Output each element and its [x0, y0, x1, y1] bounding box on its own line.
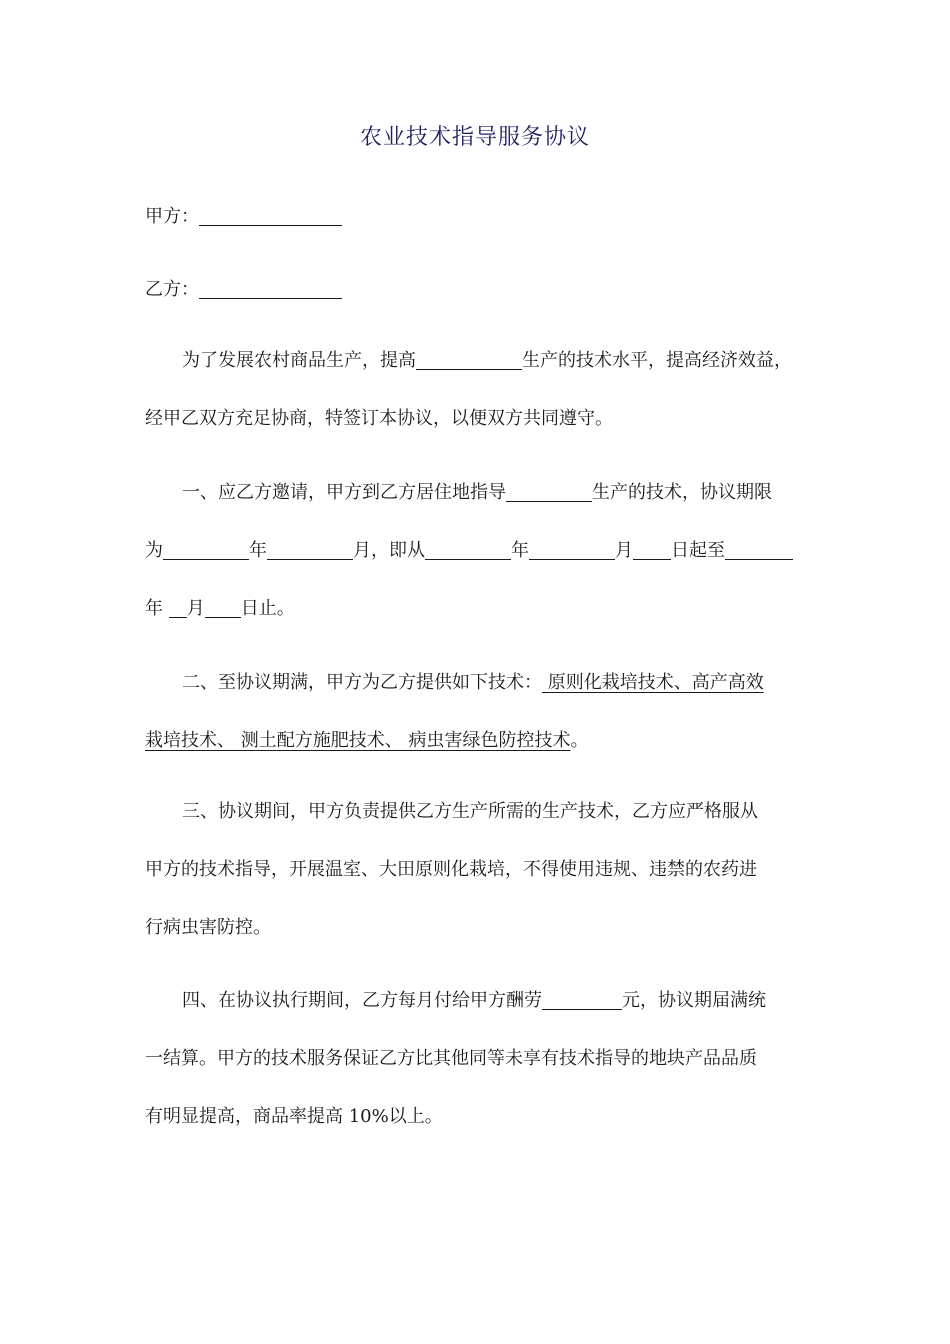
party-b-blank[interactable]	[199, 278, 342, 299]
party-b-label: 乙方：	[145, 279, 199, 300]
end-year-blank[interactable]	[725, 539, 793, 560]
clause-2-tech-list-1: 原则化栽培技术、高产高效	[542, 672, 764, 693]
party-a-blank[interactable]	[199, 205, 342, 226]
clause-1-text-wei: 为	[145, 540, 163, 561]
party-a-label: 甲方：	[145, 206, 199, 227]
intro-line-2: 经甲乙双方充足协商，特签订本协议，以便双方共同遵守。	[145, 408, 613, 429]
clause-1-text-yue: 月，即从	[353, 540, 425, 561]
clause-3-line-1: 三、协议期间，甲方负责提供乙方生产所需的生产技术，乙方应严格服从	[182, 801, 758, 822]
clause-4-text-1b: 元，协议期届满统	[622, 990, 766, 1011]
clause-3-line-3: 行病虫害防控。	[145, 917, 271, 938]
clause-2-line-2	[145, 728, 588, 754]
intro-text-1b: 生产的技术水平，提高经济效益，	[522, 350, 792, 371]
term-months-blank[interactable]	[267, 539, 353, 560]
clause-4-text-1a: 四、在协议执行期间，乙方每月付给甲方酬劳	[182, 990, 542, 1011]
clause-1-text-riqizhi: 日起至	[671, 540, 725, 561]
clause-1-text-yue3: 月	[186, 598, 205, 619]
clause-1-text-rizhi: 日止。	[240, 598, 295, 619]
party-a-line	[145, 204, 342, 230]
clause-1-line-1	[182, 480, 772, 506]
clause-1-text-1a: 一、应乙方邀请，甲方到乙方居住地指导	[182, 482, 506, 503]
clause-1-text-yue2: 月	[615, 540, 633, 561]
clause-1-line-3	[145, 596, 295, 622]
clause-4-line-3: 有明显提高，商品率提高 10%以上。	[145, 1106, 443, 1127]
clause-1-line-2	[145, 538, 793, 564]
clause-3-line-2: 甲方的技术指导，开展温室、大田原则化栽培，不得使用违规、违禁的农药进	[145, 859, 757, 880]
start-month-blank[interactable]	[529, 539, 615, 560]
intro-crop-blank[interactable]	[416, 349, 522, 370]
clause-1-text-1b: 生产的技术，协议期限	[592, 482, 772, 503]
document-title: 农业技术指导服务协议	[359, 125, 590, 150]
party-b-line	[145, 277, 342, 303]
end-day-blank[interactable]	[205, 597, 241, 618]
clause-1-text-nian2: 年	[511, 540, 529, 561]
monthly-fee-blank[interactable]	[542, 989, 622, 1010]
clause-2-tech-list-2: 栽培技术、 测土配方施肥技术、 病虫害绿色防控技术	[145, 730, 571, 751]
start-day-blank[interactable]	[633, 539, 671, 560]
intro-text-1a: 为了发展农村商品生产，提高	[182, 350, 416, 371]
intro-line-1	[182, 348, 792, 374]
clause-4-line-2: 一结算。甲方的技术服务保证乙方比其他同等未享有技术指导的地块产品品质	[145, 1048, 757, 1069]
start-year-blank[interactable]	[425, 539, 511, 560]
clause-4-line-1	[182, 988, 766, 1014]
term-years-blank[interactable]	[163, 539, 249, 560]
clause-2-line-1	[182, 670, 764, 696]
end-month-blank[interactable]	[169, 597, 187, 618]
clause-2-text-end: 。	[570, 730, 589, 751]
clause-2-text-1a: 二、至协议期满，甲方为乙方提供如下技术：	[182, 672, 542, 693]
clause-1-crop-blank[interactable]	[506, 481, 592, 502]
clause-1-text-nian: 年	[249, 540, 267, 561]
clause-1-text-nian3: 年	[145, 598, 169, 619]
